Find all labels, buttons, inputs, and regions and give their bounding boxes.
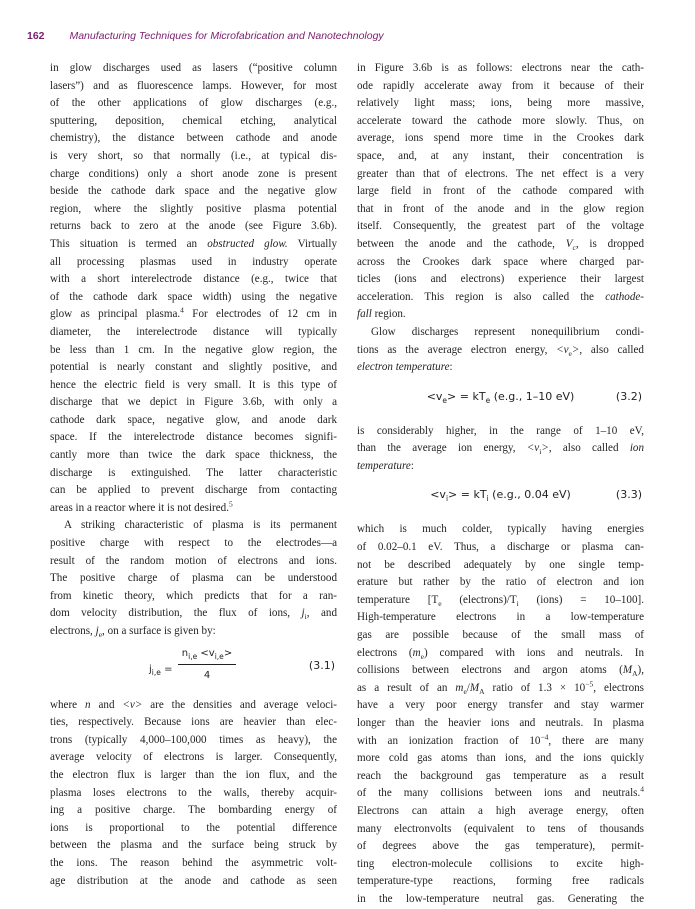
left-column: [50, 60, 337, 890]
equation-number: (3.1): [308, 658, 335, 672]
text-line: itself. Consequently, the greatest part of the voltage: [357, 220, 644, 233]
reference-marker: 5: [228, 499, 233, 509]
text-line: result of the random motion of electrons and ions.: [50, 554, 337, 567]
text-line: trons (typically 4,000–100,000 times as heavy), the: [50, 733, 337, 746]
text-line: is very short, so that normally (i.e., at typical dis-: [50, 149, 337, 162]
text-line: returns back to zero at the anode (see Figure 3.6b).: [50, 220, 337, 233]
text-line: acceleration. This region is also called the cathode-: [357, 290, 644, 303]
text-line: electrons $(m_e)$ compared with ions and neutrals. In: [357, 646, 644, 661]
text-line: more cold gas atoms than ions, and the ions quickly: [357, 752, 644, 765]
text-line: chemistry), the distance between cathode and anode: [50, 132, 337, 145]
equation-fraction: [178, 645, 236, 685]
text-line: of 0.02–0.1 eV. Thus, a discharge or plasma can-: [357, 541, 644, 554]
right-column: [357, 60, 644, 909]
text-line: cantly more than twice the dark space thickness, the: [50, 449, 337, 462]
text-line: dom velocity distribution, the flux of ions, $j_i$, and: [50, 607, 337, 622]
text-line: space, and, at any instant, their concentration is: [357, 149, 644, 162]
text-line: is considerably higher, in the range of 1–10 eV,: [357, 424, 644, 437]
text-line: space. If the interelectrode distance becomes signifi-: [50, 431, 337, 444]
text-line: areas in a reactor where it is not desired.$^5$: [50, 499, 233, 514]
term-cathode-fall: cathode-: [605, 290, 644, 303]
text-line: from kinetic theory, which predicts that for a ran-: [50, 589, 337, 602]
text-line: as a result of an $m_e/M_A$ ratio of $1.3 \times 10^{-5}$, electrons: [357, 679, 644, 697]
text-line: ties, respectively. Because ions are heavier than elec-: [50, 716, 337, 729]
text-line: be less than 1 cm. In the negative glow region, the: [50, 343, 337, 356]
term-electron-temperature: electron temperature: [357, 361, 450, 374]
reference-marker: 4: [180, 305, 184, 315]
text-line: of the cathode dark space width) using the negative: [50, 290, 337, 303]
equation-number: (3.2): [615, 389, 642, 403]
page-number: 162: [27, 30, 45, 42]
text-line: ions is proportional to the potential difference: [50, 821, 337, 834]
text-line: gas are possible because of the small mass of: [357, 629, 644, 642]
text-line: have a very poor energy transfer and stay warmer: [357, 699, 644, 712]
text-line: Glow discharges represent nonequilibrium condi-: [371, 325, 644, 338]
text-line: Electrons can attain a high average energy, often: [357, 804, 644, 817]
text-line: in glow discharges used as lasers (“positive column: [50, 62, 337, 74]
text-line: A striking characteristic of plasma is its permanent: [64, 519, 337, 532]
term-obstructed-glow: obstructed glow.: [207, 237, 288, 250]
text-line: across the Crookes dark space where charged par-: [357, 255, 644, 268]
text-line: not be described adequately by one single temp-: [357, 558, 644, 571]
text-line: fall region.: [357, 308, 406, 321]
text-line: ting electron-molecule collisions to excite high-: [357, 857, 644, 870]
text-line: can be applied to prevent discharge from contacting: [50, 484, 337, 497]
text-line: relatively light mass; ions, being more massive,: [357, 97, 644, 110]
text-line: between the plasma and the surface being struck by: [50, 839, 337, 852]
text-line: ing a positive charge. The bombarding energy of: [50, 804, 337, 817]
text-line: with an ionization fraction of $10^{-4}$, there are many: [357, 731, 644, 747]
text-line: positive charge with respect to the electrodes—a: [50, 537, 337, 550]
text-line: region, where the slightly positive plasma potential: [50, 202, 337, 215]
text-line: glow as principal plasma.$^4$ For electrodes of 12 cm in: [50, 305, 337, 321]
text-line: large field in front of the cathode compared with: [357, 185, 644, 198]
text-line: hence the electric field is very small. It is this type of: [50, 378, 337, 391]
text-line: potential is nearly constant and slightly positive, and: [50, 361, 337, 374]
equation-body: $<v_e> = kT_e$ (e.g., 1–10 eV): [426, 389, 575, 405]
text-line: electron temperature:: [357, 361, 453, 374]
text-line: erature but rather by the ratio of electron and ion: [357, 576, 644, 589]
equation-number: (3.3): [615, 488, 642, 502]
text-line: electrons, $j_e$, on a surface is given by:: [50, 625, 216, 640]
text-line: of the other applications of glow discharges (e.g.,: [50, 97, 337, 110]
text-line: with a short interelectrode distance (e.g., twice that: [50, 273, 337, 286]
text-line: This situation is termed an obstructed glow. Virtually: [50, 237, 337, 250]
text-line: discharge is extinguished. The latter characteristic: [50, 466, 337, 479]
fraction-numerator: $n_{i,e} <v_{i,e}>$: [178, 645, 236, 666]
text-line: sputtering, deposition, chemical etching, analytical: [50, 114, 337, 127]
text-line: of the many collisions between ions and neutrals.$^4$: [357, 784, 644, 800]
text-line: temperature-type reactions, forming free radicals: [357, 875, 644, 888]
text-line: High-temperature electrons in a low-temperature: [357, 611, 644, 624]
text-line: which is much colder, typically having energies: [357, 523, 644, 536]
text-line: in Figure 3.6b is as follows: electrons near the cath-: [357, 62, 644, 74]
text-line: diameter, the interelectrode distance will typically: [50, 325, 337, 338]
text-line: that in front of the anode and in the glow region: [357, 202, 644, 215]
text-line: beside the cathode dark space and the negative glow: [50, 185, 337, 198]
text-line: average, ions spend more time in the Crookes dark: [357, 132, 644, 145]
text-line: temperature [$T_e$ $(electrons)/T_i$ (ions) = 10–100].: [357, 593, 644, 609]
text-line: of degrees above the gas temperature), permit-: [357, 840, 644, 853]
text-line: between the anode and the cathode, $V_c$, is dropped: [357, 237, 644, 253]
text-line: than the average ion energy, $<v_i>$, also called ion: [357, 442, 644, 457]
text-line: collisions between electrons and argon atoms $(M_A)$,: [357, 664, 644, 679]
text-line: charge conditions) only a short anode zone is present: [50, 167, 337, 180]
text-line: The positive charge of plasma can be understood: [50, 572, 337, 585]
text-line: cathode dark space, negative glow, and anode dark: [50, 413, 337, 426]
text-line: reach the background gas temperature as a result: [357, 769, 644, 782]
text-line: accelerate toward the cathode more slowly. Thus, on: [357, 114, 644, 127]
text-line: tions as the average electron energy, $<v_e>$, also called: [357, 343, 644, 358]
text-line: average velocity of electrons is larger. Consequently,: [50, 751, 337, 764]
term-ion-temperature: temperature: [357, 459, 411, 472]
text-line: the ions. The reason behind the asymmetric volt-: [50, 856, 337, 869]
equation-3-3: [357, 477, 644, 513]
fraction-denominator: 4: [203, 670, 211, 682]
reference-marker: 4: [640, 784, 644, 794]
text-line: ode rapidly accelerate away from it because of their: [357, 79, 644, 92]
text-line: lasers”) and as fluorescence lamps. However, for most: [50, 79, 337, 92]
text-line: in the low-temperature neutral gas. Generating the: [357, 892, 644, 905]
text-line: where n and <v> are the densities and average veloci-: [50, 698, 337, 711]
text-line: all processing plasmas used in industry operate: [50, 255, 337, 268]
text-line: ticles (ions and electrons) experience their largest: [357, 273, 644, 286]
equation-3-1: [50, 643, 337, 689]
text-line: age distribution at the anode and cathode as seen: [50, 874, 337, 887]
text-line: discharge that we depict in Figure 3.6b, with only a: [50, 396, 337, 409]
text-line: plasma loses electrons to the walls, thereby acquir-: [50, 786, 337, 799]
text-line: greater than that of electrons. The net effect is a very: [357, 167, 644, 180]
running-title: Manufacturing Techniques for Microfabrication and Nanotechnology: [69, 30, 384, 42]
text-line: longer than the heavier ions and neutrals. In plasma: [357, 717, 644, 729]
running-header: [27, 30, 667, 46]
equation-3-2: [357, 379, 644, 415]
equation-body: $<v_i> = kT_i$ (e.g., 0.04 eV): [430, 488, 571, 504]
equation-lhs: $j_{i,e}$ =: [149, 663, 173, 677]
text-line: the electron flux is larger than the ion flux, and the: [50, 768, 337, 781]
text-line: many electronvolts (equivalent to tens of thousands: [357, 822, 644, 835]
text-line: temperature:: [357, 459, 414, 472]
